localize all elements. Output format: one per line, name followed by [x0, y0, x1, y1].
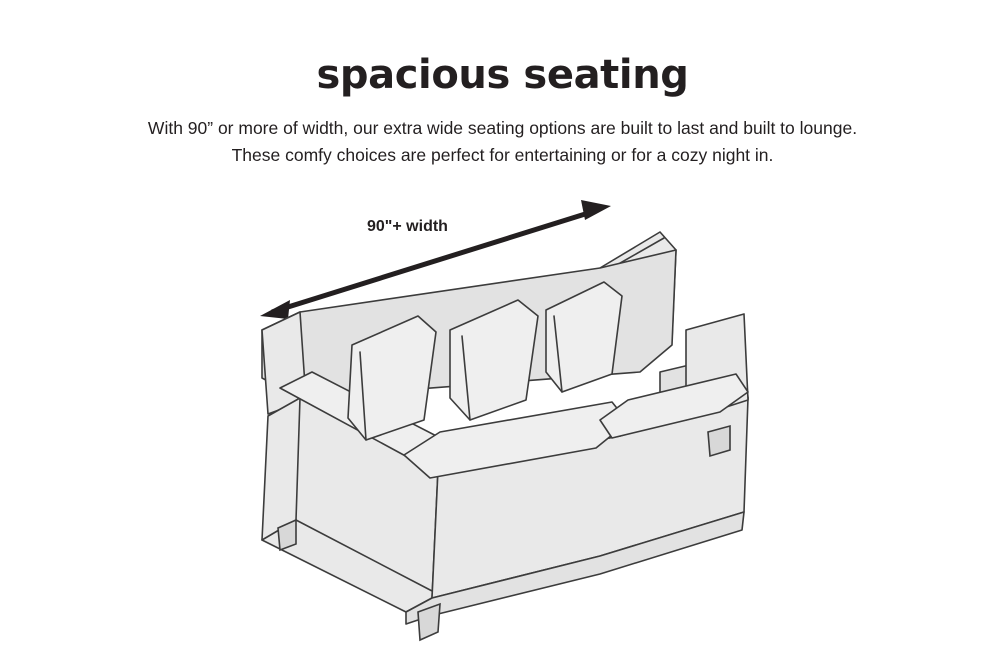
description-line-1: With 90” or more of width, our extra wide seating options are built to last and built to lounge.: [147, 118, 858, 138]
sofa-leg-right: [708, 426, 730, 456]
page-title: spacious seating: [316, 52, 689, 98]
dimension-label: 90"+ width: [367, 218, 448, 235]
description-line-2: These comfy choices are perfect for entertaining or for a cozy night in.: [231, 145, 774, 165]
